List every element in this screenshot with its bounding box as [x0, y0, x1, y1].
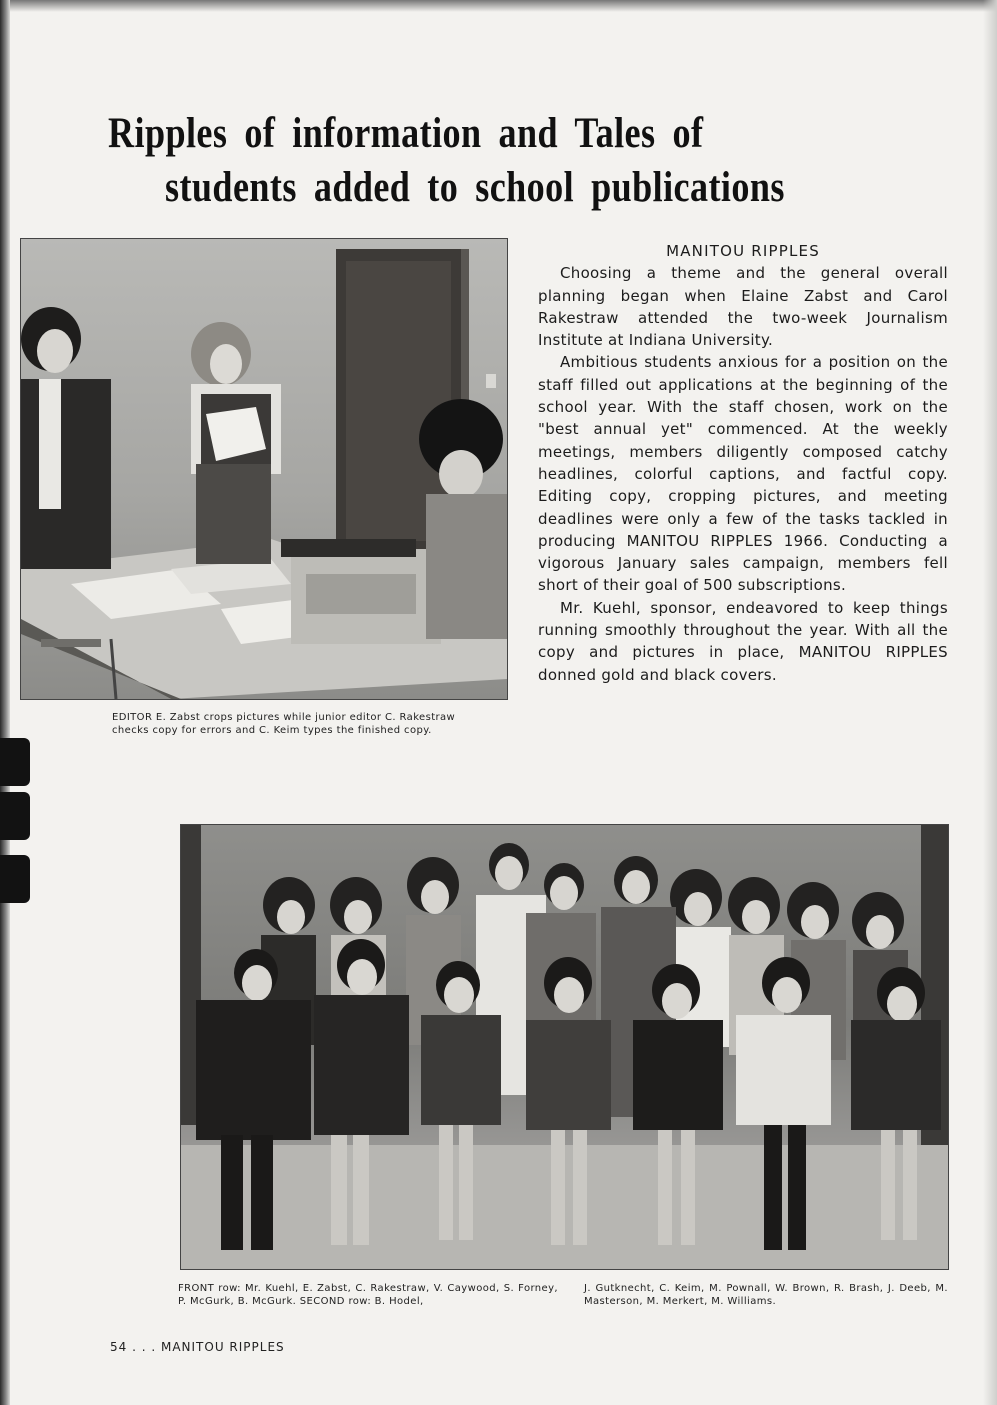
- editors-photo: [20, 238, 508, 700]
- book-binding: [0, 0, 10, 1405]
- group-photo-caption-left: FRONT row: Mr. Kuehl, E. Zabst, C. Rakestraw, V. Caywood, S. Forney, P. McGurk, B. McGurk. SECOND row: B. Hodel,: [178, 1283, 558, 1307]
- article-paragraph: Ambitious students anxious for a position on the staff filled out applications at the beginning of the school year. With the staff chosen, work on the "best annual yet" commenced. At the weekly meetings, members diligently composed catchy headlines, colorful captions, and factful copy. Editing copy, cropping pictures, and meeting deadlines were only a few of the tasks tackled in producing MANITOU RIPPLES 1966. Conducting a vigorous January sales campaign, members fell short of their goal of 500 subscriptions.: [538, 353, 948, 595]
- page-title-line-1: Ripples of information and Tales of: [108, 110, 704, 157]
- page-folio: 54 . . . MANITOU RIPPLES: [110, 1340, 285, 1354]
- binder-clip: [0, 792, 30, 840]
- article-heading: MANITOU RIPPLES: [666, 242, 820, 260]
- group-photo-caption-right: J. Gutknecht, C. Keim, M. Pownall, W. Brown, R. Brash, J. Deeb, M. Masterson, M. Merkert, M. Williams.: [584, 1283, 948, 1307]
- staff-group-photo: [180, 824, 949, 1270]
- article-paragraph: Mr. Kuehl, sponsor, endeavored to keep things running smoothly throughout the year. With all the copy and pictures in place, MANITOU RIPPLES donned gold and black covers.: [538, 598, 948, 684]
- editors-photo-caption: EDITOR E. Zabst crops pictures while junior editor C. Rakestraw checks copy for errors and C. Keim types the finished copy.: [112, 712, 456, 736]
- page-right-shadow: [983, 0, 997, 1405]
- article-paragraph: Choosing a theme and the general overall planning began when Elaine Zabst and Carol Rakestraw attended the two-week Journalism Institute at Indiana University.: [538, 264, 948, 350]
- article: [538, 240, 948, 686]
- binder-clip: [0, 738, 30, 786]
- page-top-shadow: [0, 0, 997, 12]
- binder-clip: [0, 855, 30, 903]
- page-title-line-2: students added to school publications: [165, 164, 785, 211]
